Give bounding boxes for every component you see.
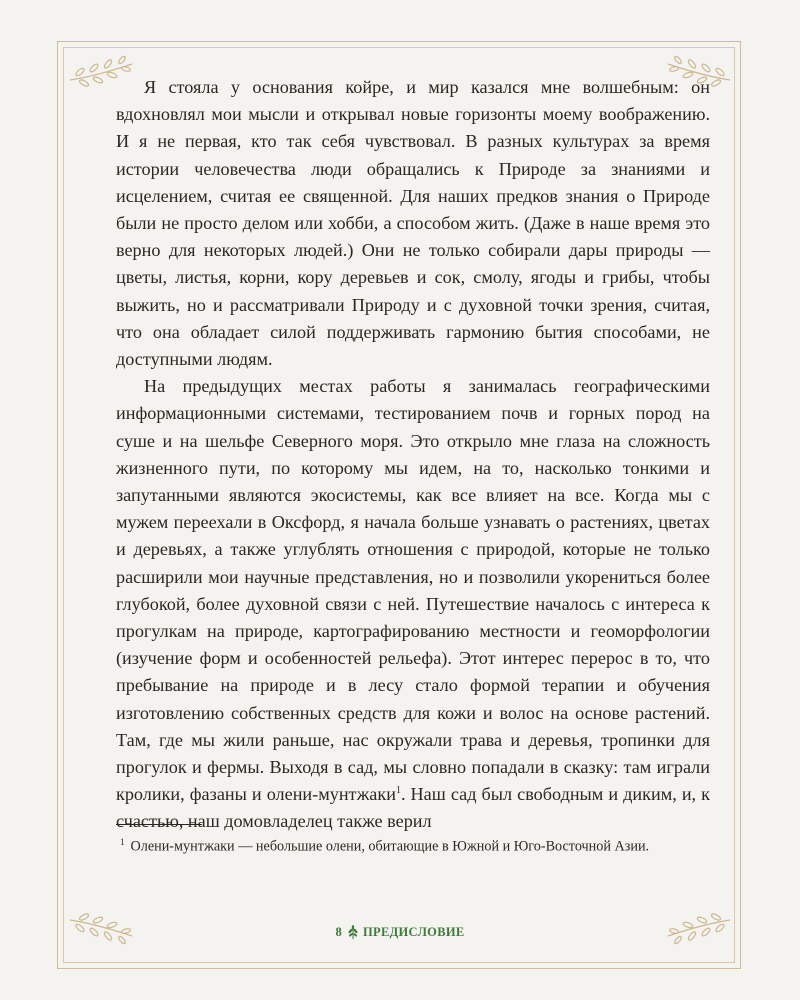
paragraph	[116, 373, 710, 835]
section-title: ПРЕДИСЛОВИЕ	[363, 924, 465, 939]
page-footer	[0, 922, 800, 942]
paragraph: Я стояла у основания койре, и мир казался мне волшебным: он вдохновлял мои мысли и открывал новые горизонты моему воображению. И я не первая, кто так себя чувствовал. В разных культурах за время истории человечества люди обращались к Природе за знаниями и исцелением, считая ее священной. Для наших предков знания о Природе были не просто делом или хобби, а способом жить. (Даже в наше время это верно для некоторых людей.) Они не только собирали дары природы — цветы, листья, корни, кору деревьев и сок, смолу, ягоды и грибы, чтобы выжить, но и рассматривали Природу и с духовной точки зрения, считая, что она обладает силой поддерживать гармонию бытия способами, не доступными людям.	[116, 77, 710, 370]
footnote-text: Олени-мунтжаки — небольшие олени, обитающие в Южной и Юго-Восточной Азии.	[130, 838, 650, 855]
footnote-reference[interactable]: 1	[395, 785, 401, 797]
paragraph-text: . Наш сад был свободным и диким, и, к счастью, наш домовладелец также верил	[116, 784, 710, 832]
body-text	[116, 74, 710, 836]
footnote-divider	[116, 824, 202, 825]
leaf-sprig-icon	[347, 925, 359, 939]
footnote	[116, 832, 710, 857]
paragraph-text: На предыдущих местах работы я занималась географическими информационными системами, тестированием почв и горных пород на суше и на шельфе Северного моря. Это открыло мне глаза на сложность жизненного пути, по которому мы идем, на то, насколько тонкими и запутанными являются экосистемы, как все влияет на все. Когда мы с мужем переехали в Оксфорд, я начала больше узнавать о растениях, цветах и деревьях, а также углублять отношения с природой, которые не только расширили мои научные представления, но и позволили укорениться более глубокой, более духовной связи с ней. Путешествие началось с интереса к прогулкам на природе, картографированию местности и геоморфологии (изучение форм и особенностей рельефа). Этот интерес перерос в то, что пребывание на природе и в лесу стало формой терапии и обучения изготовлению собственных средств для кожи и волос на основе растений. Там, где мы жили раньше, нас окружали трава и деревья, тропинки для прогулок и фермы. Выходя в сад, мы словно попадали в сказку: там играли кролики, фазаны и олени-мунтжаки	[116, 376, 710, 805]
page-number: 8	[335, 924, 343, 939]
footnote-number: 1	[120, 837, 125, 847]
